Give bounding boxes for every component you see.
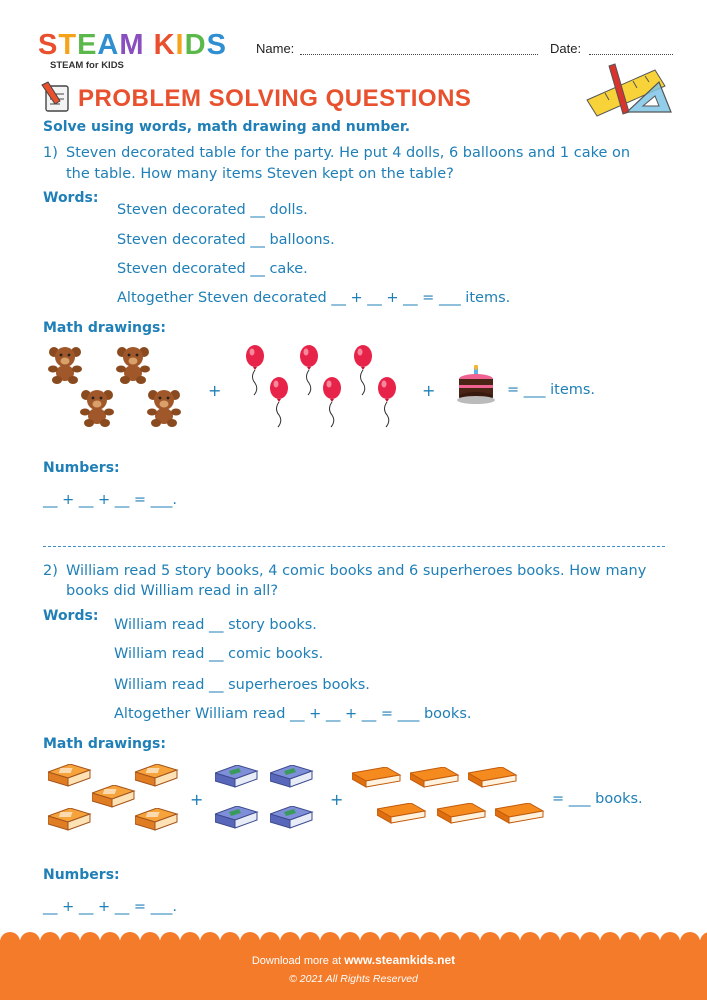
q1-word-line: Altogether Steven decorated __ + __ + __ = ___ items. — [117, 290, 511, 306]
name-label: Name: — [256, 41, 295, 56]
comic-book-icon — [270, 765, 314, 789]
footer-download-text: Download more at — [251, 955, 342, 967]
cake-icon — [456, 365, 496, 407]
q2-text-line2: books did William read in all? — [66, 583, 279, 599]
q1-number: 1) — [43, 145, 58, 161]
q1-text-line1: Steven decorated table for the party. He put 4 dolls, 6 balloons and 1 cake on — [66, 145, 631, 161]
name-field[interactable] — [300, 42, 538, 55]
superhero-book-icon — [377, 803, 427, 825]
q2-drawings-label: Math drawings: — [43, 736, 166, 752]
q2-number: 2) — [43, 563, 58, 579]
balloon-icon — [245, 345, 267, 397]
q2-words-label: Words: — [43, 608, 99, 624]
comic-book-icon — [215, 806, 259, 830]
q2-word-line: William read __ story books. — [114, 617, 317, 633]
q1-text-line2: the table. How many items Steven kept on the table? — [66, 166, 454, 182]
comic-book-icon — [270, 806, 314, 830]
story-book-icon — [92, 785, 136, 809]
balloon-icon — [377, 377, 399, 429]
plus-sign: + — [190, 790, 204, 809]
superhero-book-icon — [437, 803, 487, 825]
q1-word-line: Steven decorated __ cake. — [117, 261, 308, 277]
page-title: PROBLEM SOLVING QUESTIONS — [78, 85, 472, 112]
plus-sign: + — [208, 381, 222, 400]
plus-sign: + — [422, 381, 436, 400]
balloon-icon — [353, 345, 375, 397]
q2-word-line: Altogether William read __ + __ + __ = ___ books. — [114, 706, 472, 722]
footer-copyright: © 2021 All Rights Reserved — [289, 973, 418, 985]
date-field[interactable] — [589, 42, 673, 55]
teddy-bear-icon — [115, 345, 155, 385]
logo-subtitle: STEAM for KIDS — [50, 60, 124, 71]
footer — [0, 940, 707, 1000]
q1-result: = ___ items. — [507, 382, 596, 398]
q2-word-line: William read __ superheroes books. — [114, 677, 370, 693]
q1-word-line: Steven decorated __ balloons. — [117, 232, 335, 248]
balloon-icon — [299, 345, 321, 397]
q2-numbers-label: Numbers: — [43, 867, 120, 883]
ruler-triangle-icon — [585, 62, 673, 120]
balloon-icon — [322, 377, 344, 429]
q1-words-label: Words: — [43, 190, 99, 206]
superhero-book-icon — [468, 767, 518, 789]
logo: STEAM KIDS — [38, 29, 227, 61]
comic-book-icon — [215, 765, 259, 789]
story-book-icon — [135, 764, 179, 788]
superhero-book-icon — [495, 803, 545, 825]
superhero-book-icon — [352, 767, 402, 789]
q1-numbers-label: Numbers: — [43, 460, 120, 476]
plus-sign: + — [330, 790, 344, 809]
footer-site-link[interactable]: www.steamkids.net — [344, 953, 456, 967]
q2-text-line1: William read 5 story books, 4 comic books and 6 superheroes books. How many — [66, 563, 647, 579]
footer-download — [0, 953, 707, 967]
superhero-book-icon — [410, 767, 460, 789]
teddy-bear-icon — [47, 345, 87, 385]
q2-result: = ___ books. — [552, 791, 643, 807]
story-book-icon — [48, 808, 92, 832]
q1-word-line: Steven decorated __ dolls. — [117, 202, 308, 218]
date-label: Date: — [550, 41, 582, 56]
teddy-bear-icon — [146, 388, 186, 428]
q1-numbers-equation: __ + __ + __ = ___. — [43, 492, 177, 508]
worksheet-pencil-icon — [40, 81, 74, 113]
story-book-icon — [135, 808, 179, 832]
divider — [43, 546, 665, 547]
instruction: Solve using words, math drawing and number. — [43, 119, 411, 135]
balloon-icon — [269, 377, 291, 429]
teddy-bear-icon — [79, 388, 119, 428]
story-book-icon — [48, 764, 92, 788]
q2-numbers-equation: __ + __ + __ = ___. — [43, 899, 177, 915]
q2-word-line: William read __ comic books. — [114, 646, 324, 662]
q1-drawings-label: Math drawings: — [43, 320, 166, 336]
